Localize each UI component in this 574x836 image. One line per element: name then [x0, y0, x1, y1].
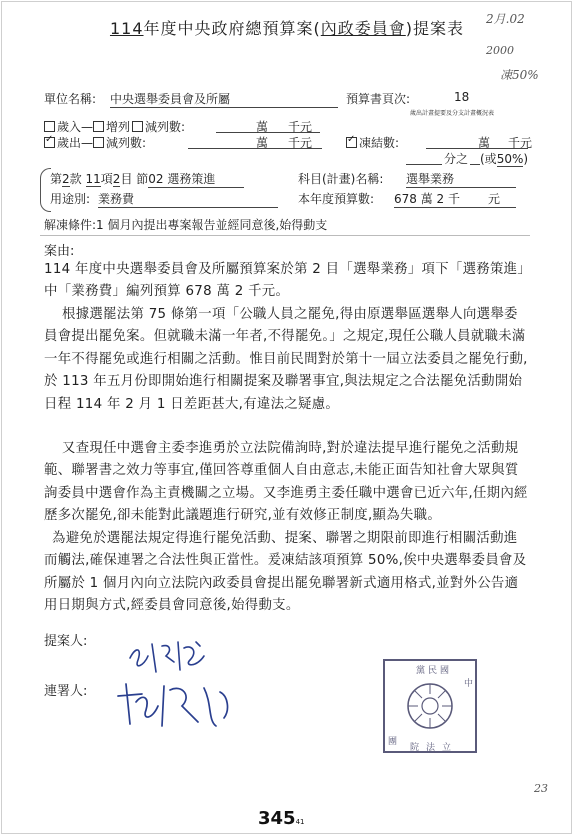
- reason-label: 案由:: [44, 244, 75, 259]
- handwritten-note: 凍50%: [500, 68, 539, 82]
- freeze-unit-wan: 萬: [478, 136, 491, 150]
- page-value: 18: [454, 90, 470, 104]
- revenue-inc-checkbox: [93, 121, 104, 132]
- title-mid: 年度中央政府總預算案(: [143, 19, 321, 38]
- use-value: 業務費: [98, 190, 278, 208]
- jie-value: 02: [148, 172, 164, 186]
- page-title: [0, 16, 574, 39]
- revenue-unit-qian: 千元: [288, 120, 313, 134]
- fraction-mid: 分之: [444, 152, 469, 166]
- kuan-label: 款: [69, 172, 82, 186]
- fraction-line-2: [470, 164, 480, 165]
- page-number: [258, 808, 305, 829]
- revenue-row: [44, 118, 185, 135]
- revenue-inc-label: 增列: [106, 120, 131, 134]
- expenditure-unit-qian: 千元: [288, 136, 313, 150]
- expenditure-dec-checkbox: [93, 137, 104, 148]
- jie-field: [148, 170, 244, 188]
- budget-value: 678 萬 2 千: [394, 192, 460, 206]
- freeze-checkbox: [346, 137, 357, 148]
- freeze-label: 凍結數:: [359, 136, 400, 150]
- mu-value: 2: [112, 172, 121, 186]
- fraction-tail: [480, 150, 528, 167]
- seal-char-top-1: 黨: [416, 666, 426, 676]
- page-label: 預算書頁次:: [346, 92, 411, 106]
- paragraph-2: 根據選罷法第 75 條第一項「公職人員之罷免,得由原選舉區選舉人向選舉委員會提出罷免案。但就職未滿一年者,不得罷免。」之規定,現任公職人員就職未滿一年不得罷免或進行相關之活動。惟目前民間對於第十一屆立法委員之罷免行動,於 113 年五月份即開始進行相關提案及聯署事宜,與法規定之合法罷免活動開始日程 114 年 2 月 1 日差距甚大,有違法之疑慮。: [44, 307, 528, 412]
- freeze-group: [346, 134, 399, 151]
- fraction-close: ): [523, 152, 529, 166]
- revenue-dec-checkbox: [132, 121, 143, 132]
- page-number-suffix: 41: [295, 818, 305, 826]
- seal-char-bottom-4: 立: [442, 743, 452, 753]
- revenue-label: 歲入—: [57, 120, 94, 134]
- kuan-value: 2: [62, 172, 70, 186]
- jie-label: 節: [136, 172, 149, 186]
- divider: [40, 235, 530, 236]
- xiang-value: 11: [85, 172, 101, 186]
- expenditure-checkbox: [44, 137, 55, 148]
- page-note: 歲出計畫提要及分支計畫概況表: [410, 110, 495, 117]
- title-committee: 內政委員會: [320, 19, 406, 38]
- seal-char-top-3: 國: [440, 666, 450, 676]
- seal-char-top-2: 民: [428, 666, 438, 676]
- freeze-percent: 50%: [496, 152, 524, 166]
- expenditure-unit-wan: 萬: [256, 136, 269, 150]
- paragraph-3: 又查現任中選會主委李進勇於立法院備詢時,對於違法提早進行罷免之活動規範、聯署書之效力等事宜,僅回答尊重個人自由意志,未能正面告知社會大眾與質詢委員中選會作為主責機關之立場。又李進勇主委任職中選會已近六年,任期內經歷多次罷免,卻未能對此議題進行研究,並有效修正制度,顯為失職。: [44, 441, 528, 524]
- seal-char-right: 中: [464, 679, 474, 689]
- seal-text: [380, 656, 480, 756]
- use-label: 用途別:: [50, 192, 91, 206]
- item-codes: [50, 170, 244, 188]
- freeze-unit-qian: 千元: [508, 136, 533, 150]
- seal-char-bottom-2: 院: [410, 743, 420, 753]
- title-end: )提案表: [405, 19, 465, 38]
- corner-mark: 23: [534, 782, 548, 795]
- fraction-line-1: [406, 164, 442, 165]
- unit-label: 單位名稱:: [44, 92, 97, 106]
- budget-unit: 元: [488, 192, 501, 206]
- xiang-label: 項: [100, 172, 113, 186]
- budget-label: 本年度預算數:: [298, 192, 375, 206]
- expenditure-label: 歲出—: [57, 136, 94, 150]
- unfreeze-condition: 解凍條件:1 個月內提出專案報告並經同意後,始得動支: [44, 218, 328, 232]
- expenditure-dec-label: 減列數:: [106, 136, 147, 150]
- title-year: 114: [109, 19, 144, 38]
- revenue-checkbox: [44, 121, 55, 132]
- cosigner-label: 連署人:: [44, 684, 88, 699]
- revenue-unit-wan: 萬: [256, 120, 269, 134]
- handwritten-number: 2000: [486, 44, 514, 57]
- revenue-dec-label: 減列數:: [145, 120, 186, 134]
- kuan-prefix: 第: [50, 172, 63, 186]
- jie-name: 選務策進: [167, 172, 216, 186]
- seal-char-bottom-3: 法: [426, 743, 436, 753]
- handwritten-date: 2月.02: [486, 12, 525, 26]
- expenditure-row: [44, 134, 146, 151]
- mu-label: 目: [120, 172, 133, 186]
- cosigner-signature: [112, 676, 242, 732]
- fraction-or: (或: [480, 152, 497, 166]
- seal-char-bottom-1: 團: [388, 737, 398, 747]
- proposer-signature: [126, 636, 216, 678]
- subject-value: 選舉業務: [406, 170, 516, 188]
- proposer-label: 提案人:: [44, 634, 88, 649]
- unit-value: 中央選舉委員會及所屬: [110, 90, 338, 108]
- paragraph-4: 為避免於選罷法規定得進行罷免活動、提案、聯署之期限前即進行相關活動進而觸法,確保連署之合法性與正當性。爰凍結該項預算 50%,俟中央選舉委員會及所屬於 1 個月內向立法院內政委員會提出罷免聯署新式適用格式,並對外公告適用日期與方式,經委員會同意後,始得動支。: [44, 531, 527, 614]
- paragraph-1: 114 年度中央選舉委員會及所屬預算案於第 2 目「選舉業務」項下「選務策進」中「業務費」編列預算 678 萬 2 千元。: [44, 262, 525, 300]
- page-number-value: 345: [258, 808, 296, 829]
- subject-label: 科目(計畫)名稱:: [298, 172, 384, 186]
